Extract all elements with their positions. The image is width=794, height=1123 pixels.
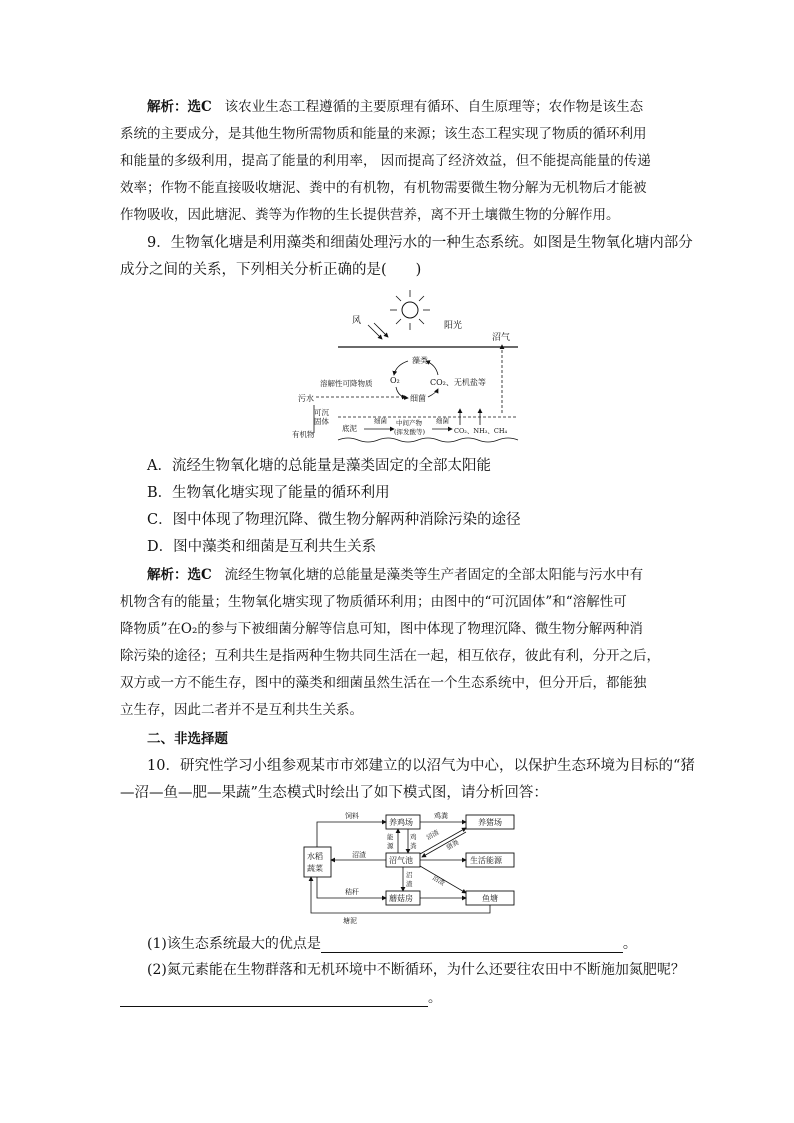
q8-explain-text-1: 该农业生态工程遵循的主要原理有循环、自生原理等；农作物是该生态 <box>224 99 644 115</box>
q8-explain-line-4: 效率；作物不能直接吸收塘泥、粪中的有机物，有机物需要微生物分解为无机物后才能被 <box>120 180 647 196</box>
fig-intermediate-2: (挥发酸等) <box>394 428 426 436</box>
q10-sub2-end: 。 <box>428 990 442 1006</box>
fig-bacteria2-label: 细菌 <box>374 417 387 425</box>
fig-dissolved-label: 溶解性可降物质 <box>320 379 373 388</box>
residue-to-pig-arrow <box>420 828 466 854</box>
q9-option-d: D．图中藻类和细菌是互利共生关系 <box>147 539 377 555</box>
fig-sewage-label: 污水 <box>298 394 314 403</box>
o2-to-bacteria-arrow <box>396 387 408 398</box>
q8-explain-line-3: 和能量的多级利用，提高了能量的利用率， 因而提高了经济效益，但不能提高能量的传递 <box>120 153 651 169</box>
fig-biogas-label: 沼气 <box>492 333 511 343</box>
fig-settleable-2: 固体 <box>314 417 329 426</box>
fig-chicken-manure-label: 鸡粪 <box>434 812 448 820</box>
q9-option-a: A．流经生物氧化塘的总能量是藻类固定的全部太阳能 <box>147 458 491 474</box>
fig-bacteria3-label: 细菌 <box>436 417 449 425</box>
q9-explain-line-5: 双方或一方不能生存，图中的藻类和细菌虽然生活在一个生态系统中，但分开后，都能独 <box>120 675 647 691</box>
fig-feed-label: 饲料 <box>345 812 359 820</box>
q8-explain-line-2: 系统的主要成分，是其他生物所需物质和能量的来源；该生态工程实现了物质的循环利用 <box>120 126 647 142</box>
q9-option-b: B．生物氧化塘实现了能量的循环利用 <box>147 485 390 501</box>
fig-manure-c1: 鸡 <box>410 833 417 841</box>
wind-arrow-2 <box>374 323 388 337</box>
fig-organic-label: 有机物 <box>292 430 315 439</box>
eco-model-diagram <box>300 807 525 925</box>
fig-sludge-label: 底泥 <box>342 424 357 433</box>
fig-algae-label: 藻类 <box>412 356 428 365</box>
bacteria-to-co2-arrow <box>428 389 438 397</box>
q9-explain-line-1 <box>147 566 707 584</box>
q9-stem-line-2: 成分之间的关系，下列相关分析正确的是( ) <box>120 262 422 278</box>
fig-settleable-1: 可沉 <box>314 408 329 417</box>
q10-sub2: (2)氮元素能在生物群落和无机环境中不断循环，为什么还要往农田中不断施加氮肥呢？ <box>147 962 685 978</box>
fig-bacteria-label: 细菌 <box>410 394 426 403</box>
q9-stem-line-1: 9．生物氧化塘是利用藻类和细菌处理污水的一种生态系统。如图是生物氧化塘内部分 <box>147 235 693 251</box>
box-rice-label: 水稻 <box>307 852 323 861</box>
q9-explain-label: 解析：选C <box>147 567 212 583</box>
algae-to-o2-arrow <box>394 361 408 375</box>
fig-residue3-2: 渣 <box>406 880 413 888</box>
feed-arrow <box>317 822 386 847</box>
fig-residue1-label: 沼渣 <box>425 828 441 842</box>
fig-wind-label: 风 <box>352 316 362 326</box>
fig-residue2-label: 沼渣 <box>352 851 366 859</box>
fig-co2-label: CO₂、无机盐等 <box>430 378 486 387</box>
fig-residue4-label: 沼渣 <box>431 873 447 888</box>
box-life-energy-label: 生活能源 <box>470 856 502 865</box>
q10-stem-line-2: —沼—鱼—肥—果蔬”生态模式时绘出了如下模式图，请分析回答： <box>120 785 548 801</box>
q10-sub2-answer-blank[interactable] <box>120 988 428 1007</box>
box-mushroom-label: 蘑菇房 <box>389 894 413 903</box>
fig-energy-2: 源 <box>387 842 394 850</box>
q10-stem-line-1: 10．研究性学习小组参观某市市郊建立的以沼气为中心，以保护生态环境为目标的“猪 <box>147 758 695 774</box>
q9-option-c: C．图中体现了物理沉降、微生物分解两种消除污染的途径 <box>147 512 521 528</box>
fig-pond-mud-label: 塘泥 <box>343 917 357 925</box>
box-veg-label: 蔬菜 <box>307 864 323 873</box>
q10-sub1-end: 。 <box>622 936 637 952</box>
q8-explain-label: 解析：选C <box>147 99 212 115</box>
q10-sub1-answer-blank[interactable] <box>321 934 623 953</box>
q9-explain-line-6: 立生存，因此二者并不是互利共生关系。 <box>120 702 363 718</box>
wind-arrow-1 <box>368 325 382 339</box>
sun-icon <box>390 290 430 330</box>
q9-explain-line-3: 降物质”在O₂的参与下被细菌分解等信息可知，图中体现了物理沉降、微生物分解两种消 <box>120 621 643 637</box>
box-fish-label: 鱼塘 <box>482 894 498 903</box>
fig-manure-c2: 粪 <box>410 842 417 850</box>
q9-explain-line-4: 除污染的途径；互利共生是指两种生物共同生活在一起，相互依存，彼此有利，分开之后， <box>120 648 660 664</box>
fig-sunlight-label: 阳光 <box>444 321 463 331</box>
q9-explain-line-2: 机物含有的能量；生物氧化塘实现了物质循环利用；由图中的“可沉固体”和“溶解性可 <box>120 594 627 610</box>
box-pig-label: 养猪场 <box>478 818 502 827</box>
q8-explain-line-1 <box>147 98 707 116</box>
box-chicken-label: 养鸡场 <box>389 818 413 827</box>
fig-intermediate-1: 中间产物 <box>396 419 422 427</box>
q8-explain-line-5: 作物吸收，因此塘泥、粪等为作物的生长提供营养，离不开土壤微生物的分解作用。 <box>120 207 620 223</box>
fig-residue3-1: 沼 <box>406 871 413 879</box>
q10-sub1 <box>147 934 707 953</box>
fig-energy-1: 能 <box>387 833 394 841</box>
fig-gases-label: CO₂、NH₃、CH₄ <box>454 427 508 435</box>
pond-bottom <box>338 438 518 442</box>
fig-straw-label: 秸秆 <box>345 888 359 896</box>
oxidation-pond-diagram <box>290 285 530 445</box>
box-biogas-label: 沼气池 <box>389 856 413 865</box>
section-heading: 二、非选择题 <box>147 731 228 747</box>
q10-sub1-text: (1)该生态系统最大的优点是 <box>147 936 321 952</box>
q10-sub2-answer-line <box>120 988 680 1007</box>
fig-pig-manure-label: 猪粪 <box>445 838 461 852</box>
q9-explain-text-1: 流经生物氧化塘的总能量是藻类等生产者固定的全部太阳能与污水中有 <box>224 567 644 583</box>
fig-o2-label: O₂ <box>390 376 400 385</box>
